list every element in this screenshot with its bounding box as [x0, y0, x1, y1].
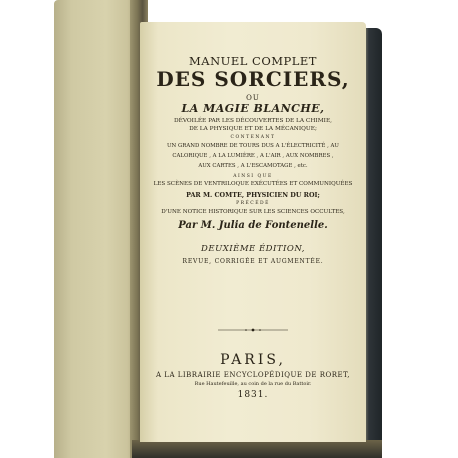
subtitle-line: DÉVOILÉE PAR LES DÉCOUVERTES DE LA CHIMIE, — [173, 118, 333, 124]
title-line-ou: OU — [246, 94, 260, 102]
contents-line: AUX CARTES , A L'ESCAMOTAGE , etc. — [198, 163, 308, 169]
notice-line: D'UNE NOTICE HISTORIQUE SUR LES SCIENCES OCCULTES, — [161, 209, 345, 215]
precede-label: PRÉCÉDÉ — [236, 201, 270, 206]
ainsi-que-label: AINSI QUE — [233, 174, 273, 179]
author-line: Par M. Julia de Fontenelle. — [178, 220, 328, 231]
contents-line: UN GRAND NOMBRE DE TOURS DUS A L'ÉLECTRICITÉ , AU — [167, 143, 339, 149]
ornament-divider — [218, 328, 288, 332]
comte-line: PAR M. COMTE, PHYSICIEN DU ROI; — [186, 191, 320, 199]
title-page — [140, 22, 366, 442]
imprint-address: Rue Hautefeuille, au coin de la rue du Battoir. — [194, 381, 312, 387]
contenant-label: CONTENANT — [230, 135, 276, 140]
subtitle-magie: LA MAGIE BLANCHE, — [181, 102, 325, 115]
imprint-publisher: A LA LIBRAIRIE ENCYCLOPÉDIQUE DE RORET, — [156, 371, 350, 379]
facing-page — [54, 0, 140, 458]
title-main: DES SORCIERS, — [156, 67, 350, 91]
subtitle-line: DE LA PHYSIQUE ET DE LA MÉCANIQUE; — [189, 126, 317, 132]
imprint-year: 1831. — [237, 390, 269, 400]
edition-line: DEUXIÈME ÉDITION, — [201, 244, 305, 254]
book-cover-bottom — [132, 440, 382, 458]
contents-line: LES SCÈNES DE VENTRILOQUE EXÉCUTÉES ET COMMUNIQUÉES — [153, 181, 353, 187]
edition-note: REVUE, CORRIGÉE ET AUGMENTÉE. — [182, 258, 324, 265]
title-line-manuel: MANUEL COMPLET — [189, 54, 317, 68]
contents-line: CALORIQUE , A LA LUMIÈRE , A L'AIR , AUX NOMBRES , — [172, 153, 334, 159]
imprint-city: PARIS, — [220, 352, 286, 368]
